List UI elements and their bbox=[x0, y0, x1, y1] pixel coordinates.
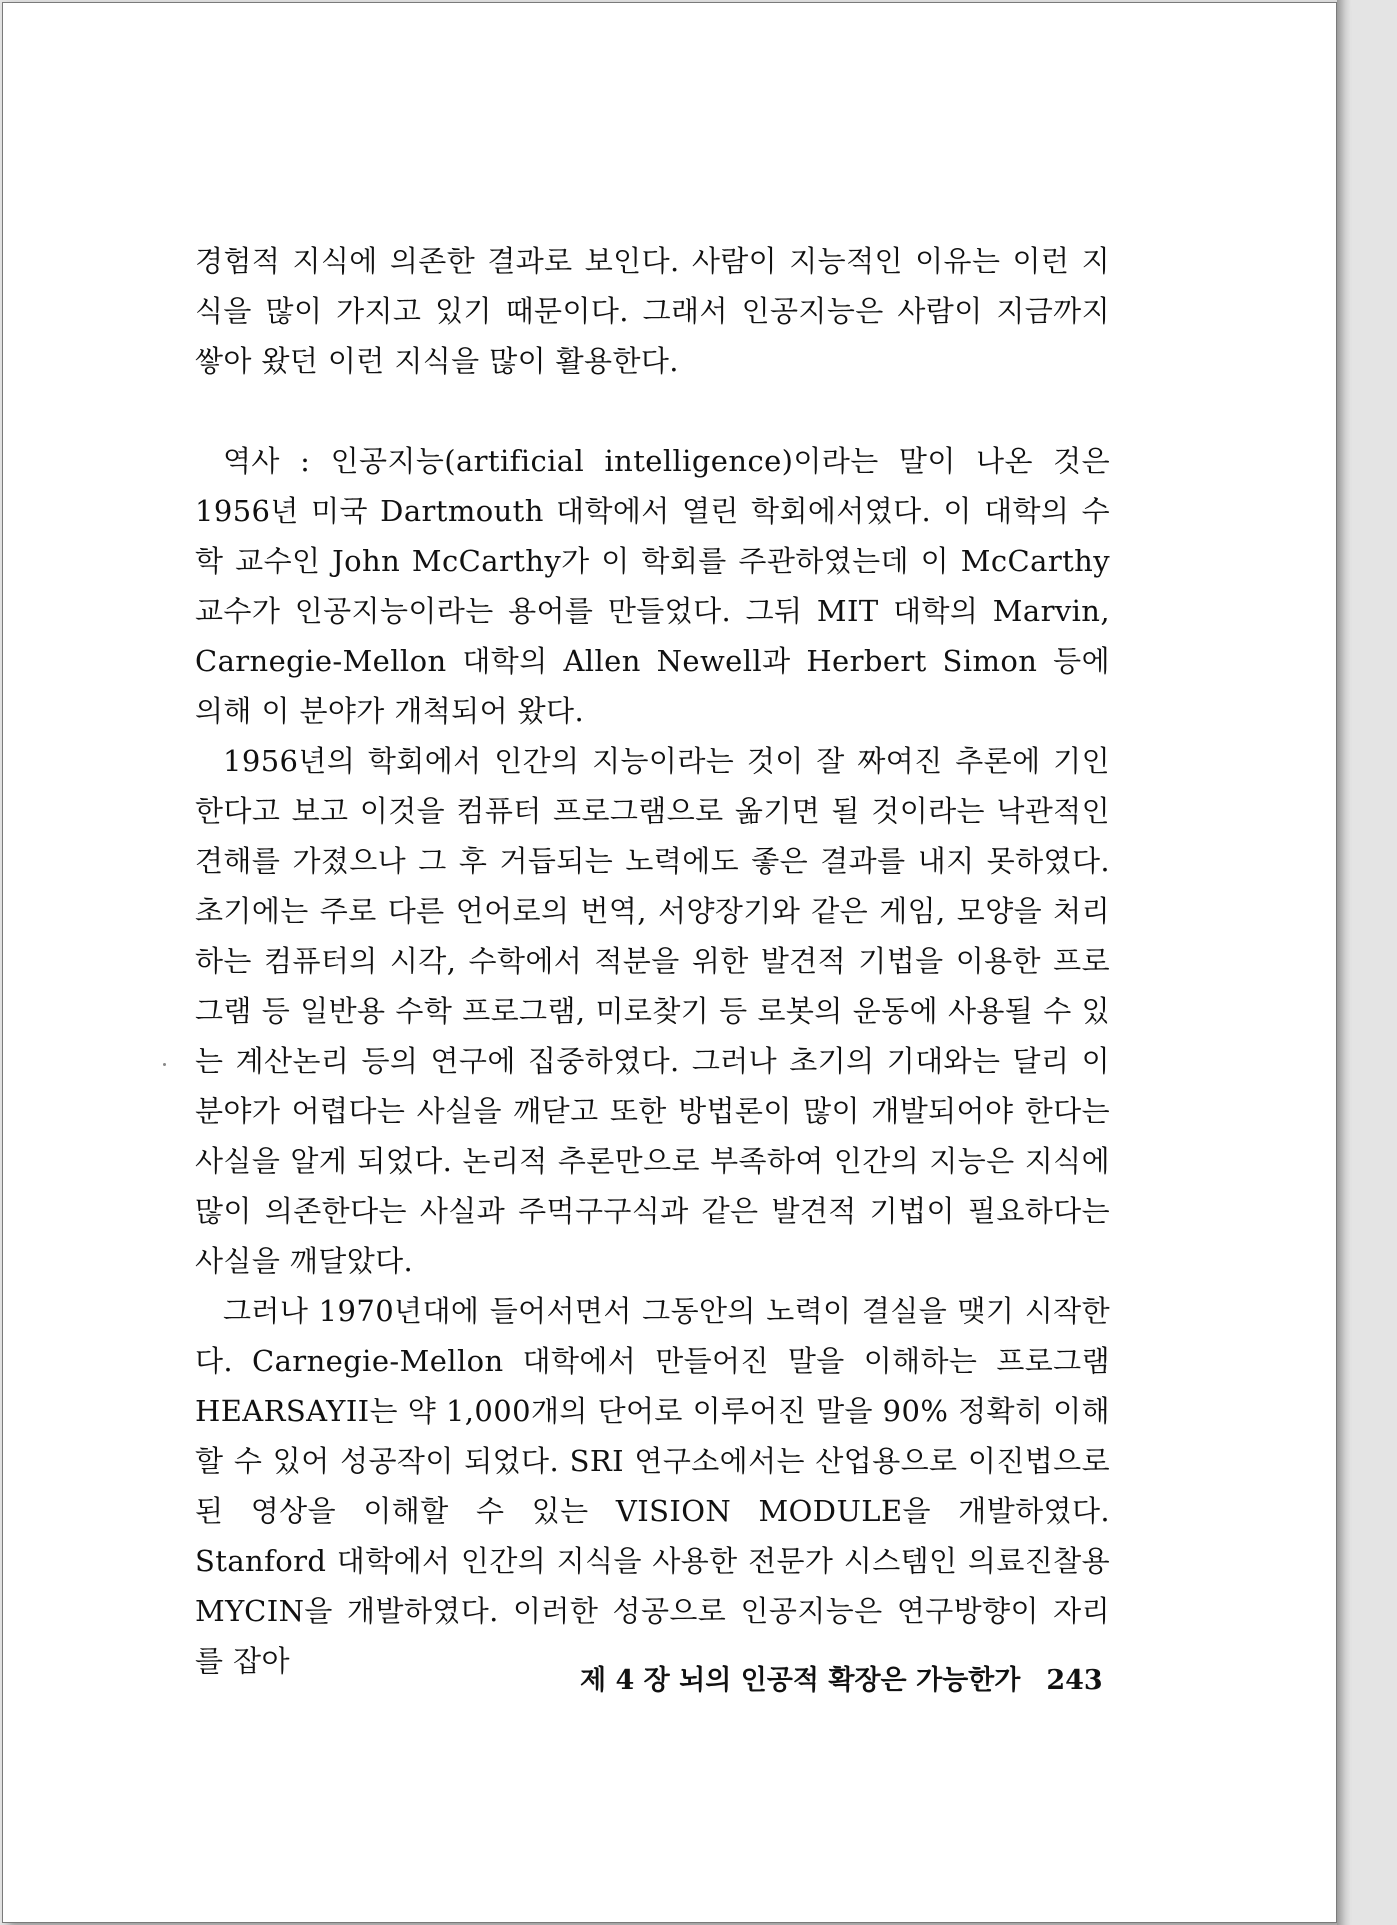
paragraph-history: 역사 : 인공지능(artificial intelligence)이라는 말이 나온 것은 1956년 미국 Dartmouth 대학에서 열린 학회에서였다. 이 대학의 수학 교수인 John McCarthy가 이 학회를 주관하였는데 이 McCarthy 교수가 인공지능이라는 용어를 만들었다. 그뒤 MIT 대학의 Marvin, Carnegie-Mellon 대학의 Allen Newell과 Herbert Simon 등에 의해 이 분야가 개척되어 왔다. bbox=[195, 444, 1110, 728]
paragraph-1970s: 그러나 1970년대에 들어서면서 그동안의 노력이 결실을 맺기 시작한다. Carnegie-Mellon 대학에서 만들어진 말을 이해하는 프로그램 HEARSAYII는 약 1,000개의 단어로 이루어진 말을 90% 정확히 이해할 수 있어 성공작이 되었다. SRI 연구소에서는 산업용으로 이진법으로 된 영상을 이해할 수 있는 VISION MODULE을 개발하였다. Stanford 대학에서 인간의 지식을 사용한 전문가 시스템인 의료진찰용 MYCIN을 개발하였다. 이러한 성공으로 인공지능은 연구방향이 자리를 잡아 bbox=[195, 1294, 1110, 1678]
body-text bbox=[195, 236, 1110, 1686]
margin-speck bbox=[163, 1063, 166, 1066]
page-edge-shadow bbox=[1337, 0, 1351, 1925]
paragraph-early-research: 1956년의 학회에서 인간의 지능이라는 것이 잘 짜여진 추론에 기인한다고 보고 이것을 컴퓨터 프로그램으로 옮기면 될 것이라는 낙관적인 견해를 가졌으나 그 후 거듭되는 노력에도 좋은 결과를 내지 못하였다. 초기에는 주로 다른 언어로의 번역, 서양장기와 같은 게임, 모양을 처리하는 컴퓨터의 시각, 수학에서 적분을 위한 발견적 기법을 이용한 프로그램 등 일반용 수학 프로그램, 미로찾기 등 로봇의 운동에 사용될 수 있는 계산논리 등의 연구에 집중하였다. 그러나 초기의 기대와는 달리 이 분야가 어렵다는 사실을 깨닫고 또한 방법론이 많이 개발되어야 한다는 사실을 알게 되었다. 논리적 추론만으로 부족하여 인간의 지능은 지식에 많이 의존한다는 사실과 주먹구구식과 같은 발견적 기법이 필요하다는 사실을 깨달았다. bbox=[195, 744, 1110, 1278]
page-number: 243 bbox=[1046, 1665, 1103, 1696]
chapter-title: 제 4 장 뇌의 인공적 확장은 가능한가 bbox=[580, 1665, 1021, 1696]
running-footer bbox=[580, 1658, 1103, 1697]
paragraph-intro: 경험적 지식에 의존한 결과로 보인다. 사람이 지능적인 이유는 이런 지식을 많이 가지고 있기 때문이다. 그래서 인공지능은 사람이 지금까지 쌓아 왔던 이런 지식을 많이 활용한다. bbox=[195, 244, 1110, 378]
